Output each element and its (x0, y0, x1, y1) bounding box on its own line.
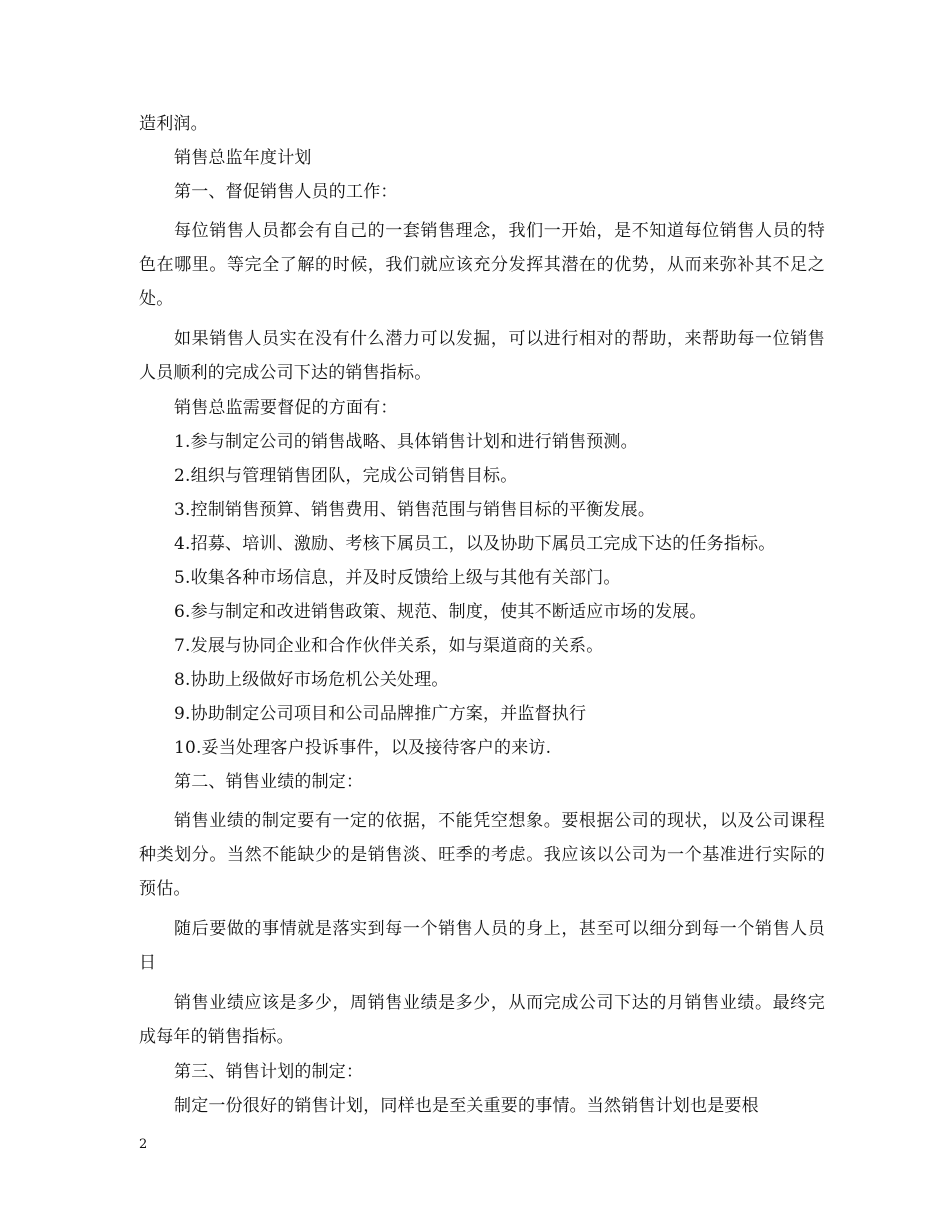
section-title: 销售总监年度计划 (174, 148, 312, 168)
list-item: 1.参与制定公司的销售战略、具体销售计划和进行销售预测。 (174, 432, 638, 452)
list-item: 6.参与制定和改进销售政策、规范、制度，使其不断适应市场的发展。 (174, 602, 707, 622)
text-line: 造利润。 (139, 114, 208, 134)
section-heading: 第三、销售计划的制定： (174, 1062, 364, 1082)
paragraph: 如果销售人员实在没有什么潜力可以发掘，可以进行相对的帮助，来帮助每一位销售人员顺利的完成公司下达的销售指标。 (139, 329, 825, 383)
paragraph: 销售业绩应该是多少，周销售业绩是多少，从而完成公司下达的月销售业绩。最终完成每年的销售指标。 (139, 993, 825, 1047)
list-item: 3.控制销售预算、销售费用、销售范围与销售目标的平衡发展。 (174, 500, 656, 520)
list-item: 10.妥当处理客户投诉事件，以及接待客户的来访. (174, 738, 552, 758)
list-item: 5.收集各种市场信息，并及时反馈给上级与其他有关部门。 (174, 568, 621, 588)
list-item: 8.协助上级做好市场危机公关处理。 (174, 670, 449, 690)
paragraph: 销售业绩的制定要有一定的依据，不能凭空想象。要根据公司的现状，以及公司课程种类划分。当然不能缺少的是销售淡、旺季的考虑。我应该以公司为一个基准进行实际的预估。 (139, 811, 825, 899)
paragraph: 随后要做的事情就是落实到每一个销售人员的身上，甚至可以细分到每一个销售人员日 (139, 919, 825, 973)
text-line: 销售总监需要督促的方面有： (174, 398, 398, 418)
paragraph: 每位销售人员都会有自己的一套销售理念，我们一开始，是不知道每位销售人员的特色在哪里。等完全了解的时候，我们就应该充分发挥其潜在的优势，从而来弥补其不足之处。 (139, 221, 825, 309)
list-item: 7.发展与协同企业和合作伙伴关系，如与渠道商的关系。 (174, 636, 604, 656)
page-number: 2 (139, 1137, 148, 1152)
document-body (139, 112, 825, 1128)
list-item: 2.组织与管理销售团队，完成公司销售目标。 (174, 466, 518, 486)
section-heading: 第二、销售业绩的制定： (174, 772, 364, 792)
text-line: 制定一份很好的销售计划，同样也是至关重要的事情。当然销售计划也是要根 (174, 1096, 759, 1116)
list-item: 9.协助制定公司项目和公司品牌推广方案，并监督执行 (174, 704, 587, 724)
section-heading: 第一、督促销售人员的工作： (174, 182, 398, 202)
list-item: 4.招募、培训、激励、考核下属员工，以及协助下属员工完成下达的任务指标。 (174, 534, 776, 554)
